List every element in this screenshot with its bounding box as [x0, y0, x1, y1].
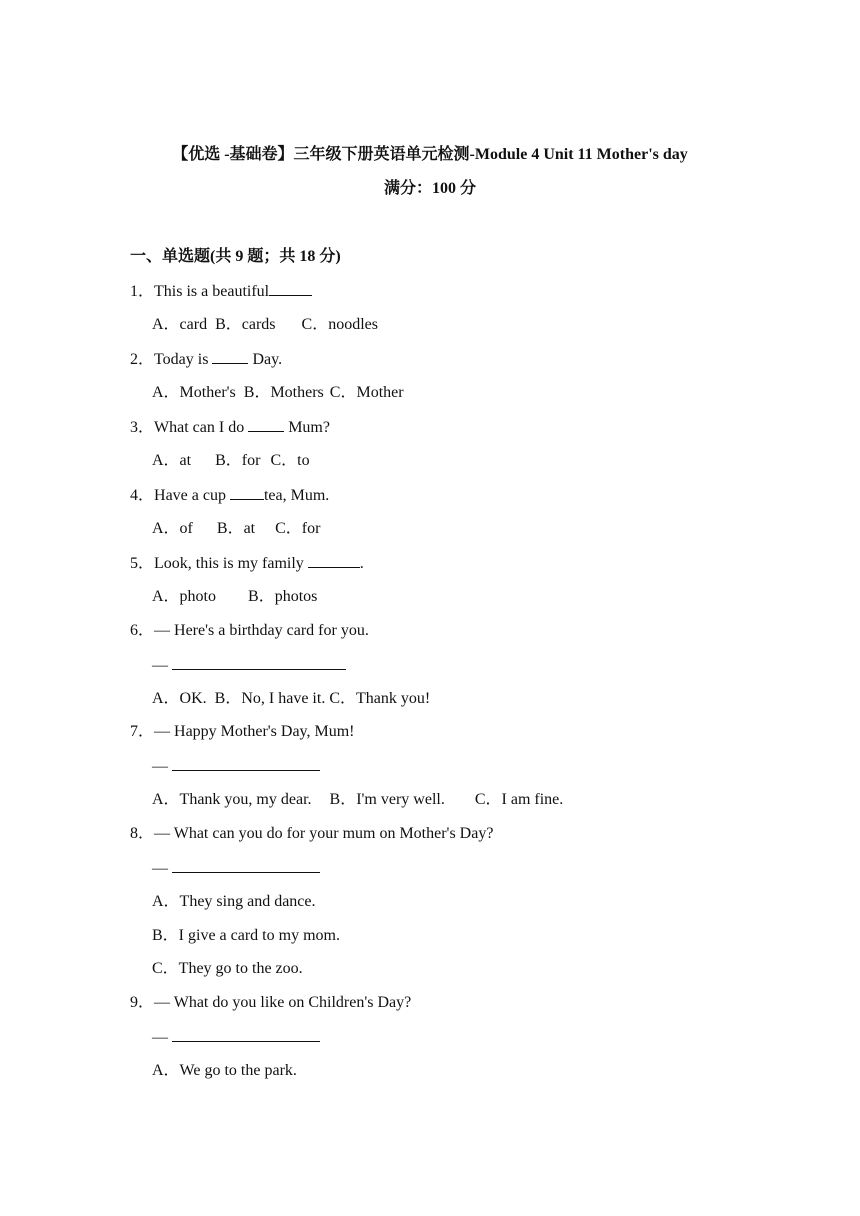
question-7-reply: [152, 755, 320, 778]
question-text: What can I do: [154, 419, 249, 436]
question-text-after: Mum?: [284, 419, 330, 436]
question-8-option-c[interactable]: C．They go to the zoo.: [152, 960, 303, 977]
question-number: 4．: [130, 487, 155, 504]
option-b[interactable]: B．Mothers: [243, 384, 324, 401]
question-number: 1．: [130, 283, 155, 300]
question-text: — Happy Mother's Day, Mum!: [154, 723, 355, 740]
answer-blank: [212, 348, 248, 364]
question-number: 2．: [130, 351, 155, 368]
answer-blank: [269, 280, 312, 296]
question-number: 7．: [130, 723, 155, 740]
option-a[interactable]: A．at: [152, 452, 192, 469]
question-7-options: [152, 789, 563, 811]
question-8-reply: [152, 857, 320, 880]
option-b[interactable]: B．I'm very well.: [329, 791, 445, 808]
question-text: Look, this is my family: [154, 555, 308, 572]
question-number: 8．: [130, 825, 155, 842]
option-b[interactable]: B．at: [216, 520, 256, 537]
question-4-stem: [130, 484, 329, 507]
question-6-options: [152, 688, 430, 710]
question-number: 3．: [130, 419, 155, 436]
question-text: This is a beautiful: [154, 283, 270, 300]
question-6-reply: [152, 654, 346, 677]
answer-blank: [172, 857, 320, 873]
answer-blank: [172, 1026, 320, 1042]
option-a[interactable]: A．Mother's: [152, 384, 236, 401]
option-b[interactable]: B．for: [215, 452, 261, 469]
question-8-option-a[interactable]: A．They sing and dance.: [152, 893, 316, 910]
question-4-options: [152, 518, 320, 540]
option-c[interactable]: C．I am fine.: [474, 791, 564, 808]
question-text: — Here's a birthday card for you.: [154, 622, 369, 639]
question-3-options: [152, 450, 310, 472]
option-c[interactable]: C．Thank you!: [329, 690, 431, 707]
option-c[interactable]: C．for: [275, 520, 321, 537]
option-a[interactable]: A．OK.: [152, 690, 207, 707]
reply-dash: —: [152, 758, 168, 775]
option-c[interactable]: C．to: [270, 452, 310, 469]
question-7-stem: [130, 721, 355, 743]
question-9-stem: [130, 992, 411, 1014]
section-heading: 一、单选题(共 9 题；共 18 分): [130, 248, 341, 265]
answer-blank: [172, 654, 346, 670]
answer-blank: [230, 484, 264, 500]
full-score: 满分：100 分: [383, 180, 476, 197]
question-1-options: [152, 314, 378, 336]
question-6-stem: [130, 620, 369, 642]
question-3-stem: [130, 416, 330, 439]
answer-blank: [172, 755, 320, 771]
option-a[interactable]: A．of: [152, 520, 193, 537]
question-2-options: [152, 382, 404, 404]
question-number: 5．: [130, 555, 155, 572]
answer-blank: [248, 416, 284, 432]
option-a[interactable]: A．photo: [152, 588, 217, 605]
question-5-stem: [130, 552, 364, 575]
answer-blank: [308, 552, 360, 568]
page-title: 【优选 -基础卷】三年级下册英语单元检测-Module 4 Unit 11 Mother's day: [172, 146, 688, 163]
option-b[interactable]: B．cards: [215, 316, 276, 333]
option-b[interactable]: B．No, I have it.: [214, 690, 326, 707]
question-5-options: [152, 586, 317, 608]
reply-dash: —: [152, 860, 168, 877]
question-2-stem: [130, 348, 282, 371]
option-a[interactable]: A．card: [152, 316, 208, 333]
question-text: — What can you do for your mum on Mother's Day?: [154, 825, 494, 842]
question-text-after: tea, Mum.: [263, 487, 330, 504]
question-9-reply: [152, 1026, 320, 1049]
question-text: — What do you like on Children's Day?: [154, 994, 412, 1011]
question-8-stem: [130, 823, 493, 845]
reply-dash: —: [152, 657, 168, 674]
option-b[interactable]: B．photos: [248, 588, 318, 605]
question-text-after: .: [359, 555, 364, 572]
question-text: Have a cup: [154, 487, 230, 504]
question-text-after: Day.: [248, 351, 283, 368]
option-c[interactable]: C．Mother: [329, 384, 404, 401]
question-8-option-b[interactable]: B．I give a card to my mom.: [152, 927, 340, 944]
option-a[interactable]: A．Thank you, my dear.: [152, 791, 312, 808]
question-9-option-a[interactable]: A．We go to the park.: [152, 1062, 297, 1079]
question-text: Today is: [154, 351, 213, 368]
question-1-stem: [130, 280, 312, 303]
question-number: 9．: [130, 994, 155, 1011]
option-c[interactable]: C．noodles: [301, 316, 378, 333]
reply-dash: —: [152, 1029, 168, 1046]
question-number: 6．: [130, 622, 155, 639]
